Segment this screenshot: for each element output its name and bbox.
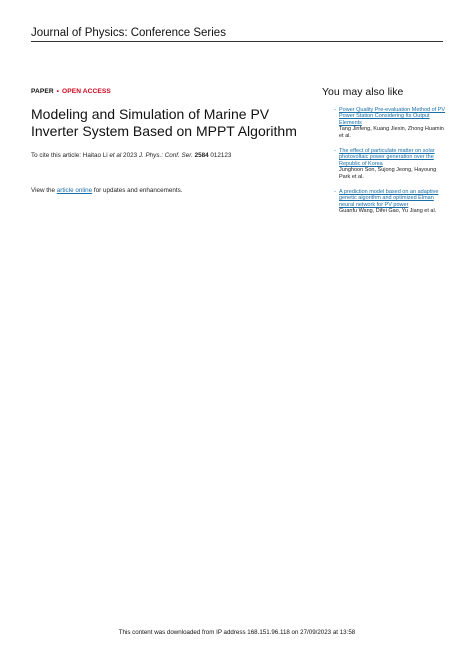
related-item	[322, 189, 446, 215]
view-suffix: for updates and enhancements.	[92, 187, 183, 194]
citation-etal: et al	[109, 152, 122, 159]
related-link[interactable]: The effect of particulate matter on solar photovoltaic power generation over the Republic of Korea	[339, 148, 435, 167]
view-online-line	[31, 187, 299, 194]
related-link[interactable]: Power Quality Pre-evaluation Method of PV Power Station Considering Its Output Elements	[339, 107, 446, 126]
article-kicker	[31, 88, 299, 95]
open-access-label: OPEN ACCESS	[62, 88, 111, 95]
list-dash: -	[334, 107, 336, 113]
download-footer: This content was downloaded from IP address 168.151.96.118 on 27/09/2023 at 13:58	[118, 629, 356, 636]
citation-journal: J. Phys.: Conf. Ser.	[138, 152, 193, 159]
related-item	[322, 148, 446, 180]
related-link[interactable]: A prediction model based on an adaptive genetic algorithm and optimized Elman neural network for PV power	[339, 189, 439, 208]
citation-number: 012123	[208, 152, 232, 159]
view-prefix: View the	[31, 187, 57, 194]
list-dash: -	[334, 148, 336, 155]
citation-volume: 2584	[194, 152, 209, 159]
related-authors: Guanfu Wang, Difei Gao, Yu Jiang et al.	[339, 208, 437, 215]
article-online-link[interactable]: article online	[56, 187, 93, 194]
citation-prefix: To cite this article: Haitao Li	[31, 152, 110, 159]
article-main	[31, 88, 299, 194]
related-authors: Tang Jinfeng, Kuang Jiexin, Zhong Huamin et al.	[339, 126, 444, 139]
journal-header: Journal of Physics: Conference Series	[31, 27, 226, 39]
citation-year: 2023	[121, 152, 139, 159]
paper-label: PAPER	[31, 88, 54, 95]
article-title: Modeling and Simulation of Marine PV Inverter System Based on MPPT Algorithm	[31, 106, 297, 139]
kicker-separator: •	[56, 88, 60, 95]
header-divider	[31, 41, 443, 42]
related-authors: Junghoon Son, Sujong Jeong, Hayoung Park et al.	[339, 167, 437, 180]
related-item	[322, 107, 446, 139]
list-dash: -	[334, 189, 336, 196]
citation-line	[31, 152, 299, 159]
related-title: You may also like	[322, 86, 404, 98]
related-articles-sidebar	[322, 86, 446, 215]
